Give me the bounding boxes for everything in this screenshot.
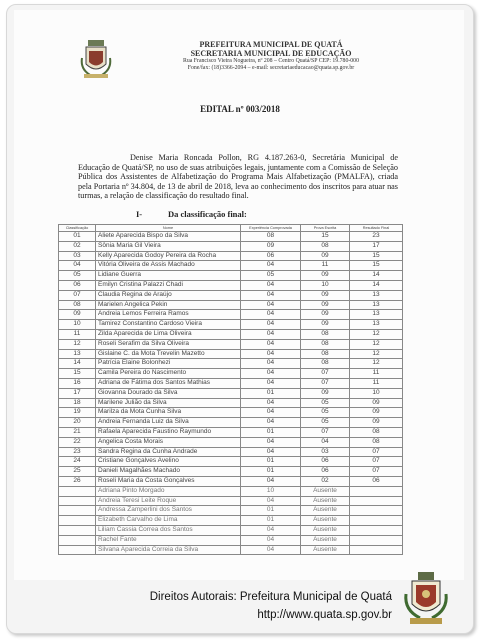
classification-cell: 03 — [59, 251, 96, 261]
final-result-cell: 12 — [350, 329, 403, 339]
table-row — [59, 516, 403, 526]
table-row — [59, 398, 403, 408]
copyright-text: Direitos Autorais: Prefeitura Municipal de Quatá — [149, 591, 392, 603]
written-test-cell: Ausente — [301, 506, 350, 516]
table-row — [59, 359, 403, 369]
final-result-cell: 12 — [350, 349, 403, 359]
written-test-cell: 06 — [301, 457, 350, 467]
experience-cell: 04 — [241, 320, 301, 330]
classification-cell — [59, 486, 96, 496]
section-label: Da classificação final: — [168, 209, 247, 219]
classification-cell: 06 — [59, 280, 96, 290]
name-cell: Sandra Regina da Cunha Andrade — [96, 447, 241, 457]
written-test-cell: 08 — [301, 241, 350, 251]
classification-cell: 13 — [59, 349, 96, 359]
classification-cell: 11 — [59, 329, 96, 339]
written-test-cell: Ausente — [301, 516, 350, 526]
experience-cell: 04 — [241, 280, 301, 290]
final-result-cell: 09 — [350, 418, 403, 428]
column-header: Prova Escrita — [301, 225, 350, 232]
name-cell: Lidiane Guerra — [96, 271, 241, 281]
name-cell: Liliam Cassia Correa dos Santos — [96, 525, 241, 535]
footer-credit-block — [132, 588, 392, 624]
experience-cell: 01 — [241, 506, 301, 516]
experience-cell: 01 — [241, 427, 301, 437]
table-row — [59, 261, 403, 271]
municipal-crest-icon — [80, 40, 112, 80]
written-test-cell: 05 — [301, 398, 350, 408]
written-test-cell: 09 — [301, 290, 350, 300]
written-test-cell: Ausente — [301, 545, 350, 555]
table-row — [59, 251, 403, 261]
experience-cell: 04 — [241, 496, 301, 506]
website-url: http://www.quata.sp.gov.br — [257, 609, 392, 621]
intro-paragraph: Denise Maria Roncada Pollon, RG 4.187.263-0, Secretária Municipal de Educação de Quatá/SP, no uso de suas atribuições legais, juntamente com a Comissão de Seleção Pública dos Assistentes de Alfabetização do Programa Mais Alfabetização (PMALFA), criada pela Portaria nº 34.804, de 13 de abril de 2018, leva ao conhecimento dos inscritos para atuar nas turmas, a relação de classificação do resultado final. — [78, 153, 398, 201]
name-cell: Tamirez Constantino Cardoso Vieira — [96, 320, 241, 330]
name-cell: Aliete Aparecida Bispo da Silva — [96, 232, 241, 242]
experience-cell: 08 — [241, 232, 301, 242]
experience-cell: 09 — [241, 241, 301, 251]
written-test-cell: 09 — [301, 300, 350, 310]
final-result-cell: 08 — [350, 427, 403, 437]
final-result-cell — [350, 525, 403, 535]
name-cell: Elizabeth Carvalho de Lima — [96, 516, 241, 526]
table-row — [59, 310, 403, 320]
experience-cell: 04 — [241, 525, 301, 535]
table-row — [59, 241, 403, 251]
classification-cell — [59, 496, 96, 506]
classification-cell: 04 — [59, 261, 96, 271]
written-test-cell: 06 — [301, 467, 350, 477]
final-result-cell: 09 — [350, 398, 403, 408]
experience-cell: 01 — [241, 457, 301, 467]
classification-cell: 07 — [59, 290, 96, 300]
experience-cell: 04 — [241, 329, 301, 339]
column-header: Nome — [96, 225, 241, 232]
table-row — [59, 486, 403, 496]
name-cell: Roseli Maria da Costa Gonçalves — [96, 476, 241, 486]
table-row — [59, 329, 403, 339]
final-result-cell: 09 — [350, 408, 403, 418]
experience-cell: 10 — [241, 486, 301, 496]
final-result-cell: 14 — [350, 271, 403, 281]
name-cell: Andreia Fernanda Luiz da Silva — [96, 418, 241, 428]
name-cell: Marilza da Mota Cunha Silva — [96, 408, 241, 418]
classification-cell: 09 — [59, 310, 96, 320]
name-cell: Vitória Oliveira de Assis Machado — [96, 261, 241, 271]
classification-cell: 22 — [59, 437, 96, 447]
table-row — [59, 280, 403, 290]
written-test-cell: 11 — [301, 261, 350, 271]
written-test-cell: Ausente — [301, 496, 350, 506]
written-test-cell: 09 — [301, 251, 350, 261]
final-result-cell — [350, 535, 403, 545]
final-result-cell: 13 — [350, 290, 403, 300]
table-row — [59, 525, 403, 535]
name-cell: Danieli Magalhães Machado — [96, 467, 241, 477]
experience-cell: 04 — [241, 476, 301, 486]
name-cell: Marielen Angelica Pekin — [96, 300, 241, 310]
table-row — [59, 300, 403, 310]
name-cell: Zilda Aparecida de Lima Oliveira — [96, 329, 241, 339]
classification-cell: 01 — [59, 232, 96, 242]
written-test-cell: 10 — [301, 280, 350, 290]
final-result-cell: 14 — [350, 280, 403, 290]
name-cell: Emilyn Cristina Palazzi Chadi — [96, 280, 241, 290]
table-row — [59, 418, 403, 428]
classification-cell: 15 — [59, 369, 96, 379]
name-cell: Claudia Regina de Araújo — [96, 290, 241, 300]
table-row — [59, 447, 403, 457]
table-row — [59, 535, 403, 545]
written-test-cell: 09 — [301, 388, 350, 398]
written-test-cell: Ausente — [301, 535, 350, 545]
classification-cell: 25 — [59, 467, 96, 477]
final-result-cell: 07 — [350, 457, 403, 467]
experience-cell: 04 — [241, 378, 301, 388]
table-row — [59, 378, 403, 388]
classification-cell: 24 — [59, 457, 96, 467]
classification-cell: 26 — [59, 476, 96, 486]
written-test-cell: 05 — [301, 408, 350, 418]
written-test-cell: 08 — [301, 359, 350, 369]
name-cell: Rachel Fante — [96, 535, 241, 545]
final-result-cell: 15 — [350, 261, 403, 271]
final-result-cell: 12 — [350, 339, 403, 349]
table-row — [59, 232, 403, 242]
final-result-cell — [350, 506, 403, 516]
final-result-cell: 07 — [350, 447, 403, 457]
experience-cell: 04 — [241, 290, 301, 300]
name-cell: Patrícia Elaine Bolonhezi — [96, 359, 241, 369]
final-result-cell — [350, 516, 403, 526]
classification-table — [58, 224, 403, 555]
final-result-cell: 11 — [350, 369, 403, 379]
name-cell: Angelica Costa Morais — [96, 437, 241, 447]
experience-cell: 04 — [241, 339, 301, 349]
name-cell: Roseli Serafim da Silva Oliveira — [96, 339, 241, 349]
table-row — [59, 476, 403, 486]
classification-cell — [59, 516, 96, 526]
classification-cell — [59, 506, 96, 516]
classification-cell: 05 — [59, 271, 96, 281]
written-test-cell: 08 — [301, 349, 350, 359]
experience-cell: 01 — [241, 388, 301, 398]
final-result-cell: 23 — [350, 232, 403, 242]
experience-cell: 06 — [241, 251, 301, 261]
column-header: Classificação — [59, 225, 96, 232]
final-result-cell: 13 — [350, 300, 403, 310]
classification-cell: 02 — [59, 241, 96, 251]
table-row — [59, 506, 403, 516]
written-test-cell: 07 — [301, 378, 350, 388]
name-cell: Cristiane Gonçalves Avelino — [96, 457, 241, 467]
letterhead-contact: Fone/fax: (18)3366-2094 – e-mail: secretariaeducacao@quata.sp.gov.br — [187, 65, 355, 71]
experience-cell: 04 — [241, 408, 301, 418]
letterhead-line1: PREFEITURA MUNICIPAL DE QUATÁ — [199, 40, 343, 49]
classification-cell: 18 — [59, 398, 96, 408]
final-result-cell: 11 — [350, 378, 403, 388]
written-test-cell: 09 — [301, 310, 350, 320]
final-result-cell — [350, 545, 403, 555]
name-cell: Andreia Teresi Leite Roque — [96, 496, 241, 506]
experience-cell: 04 — [241, 398, 301, 408]
name-cell: Adriana Pinto Morgado — [96, 486, 241, 496]
written-test-cell: 08 — [301, 329, 350, 339]
experience-cell: 04 — [241, 349, 301, 359]
document-title: EDITAL nº 003/2018 — [200, 104, 280, 114]
letterhead-line2: SECRETARIA MUNICIPAL DE EDUCAÇÃO — [190, 49, 352, 58]
table-row — [59, 496, 403, 506]
classification-cell — [59, 545, 96, 555]
experience-cell: 04 — [241, 437, 301, 447]
section-number: I- — [136, 209, 143, 219]
table-row — [59, 467, 403, 477]
classification-cell: 10 — [59, 320, 96, 330]
letterhead-address: Rua Francisco Vieira Nogueira, nº 208 – Centro Quatá/SP CEP: 19.780-000 — [183, 58, 359, 64]
name-cell: Marilene Julião da Silva — [96, 398, 241, 408]
experience-cell: 04 — [241, 418, 301, 428]
classification-cell: 17 — [59, 388, 96, 398]
final-result-cell: 13 — [350, 320, 403, 330]
final-result-cell: 06 — [350, 476, 403, 486]
experience-cell: 05 — [241, 271, 301, 281]
name-cell: Adriana de Fátima dos Santos Mathias — [96, 378, 241, 388]
experience-cell: 04 — [241, 447, 301, 457]
table-row — [59, 369, 403, 379]
classification-cell: 23 — [59, 447, 96, 457]
written-test-cell: 15 — [301, 232, 350, 242]
name-cell: Gislaine C. da Mota Trevelin Mazetto — [96, 349, 241, 359]
classification-cell: 20 — [59, 418, 96, 428]
name-cell: Giovanna Dourado da Silva — [96, 388, 241, 398]
written-test-cell: 07 — [301, 369, 350, 379]
table-header-row — [59, 225, 403, 232]
experience-cell: 01 — [241, 467, 301, 477]
table-row — [59, 349, 403, 359]
classification-cell: 12 — [59, 339, 96, 349]
final-result-cell: 12 — [350, 359, 403, 369]
written-test-cell: Ausente — [301, 486, 350, 496]
name-cell: Rafaela Aparecida Faustino Raymundo — [96, 427, 241, 437]
table-row — [59, 320, 403, 330]
final-result-cell — [350, 486, 403, 496]
classification-cell: 19 — [59, 408, 96, 418]
experience-cell: 04 — [241, 310, 301, 320]
column-header: Experiência Comprovada — [241, 225, 301, 232]
final-result-cell: 08 — [350, 437, 403, 447]
written-test-cell: 02 — [301, 476, 350, 486]
final-result-cell: 10 — [350, 388, 403, 398]
written-test-cell: 04 — [301, 437, 350, 447]
table-row — [59, 408, 403, 418]
table-row — [59, 545, 403, 555]
experience-cell: 04 — [241, 545, 301, 555]
written-test-cell: 05 — [301, 418, 350, 428]
name-cell: Kelly Aparecida Godoy Pereira da Rocha — [96, 251, 241, 261]
table-row — [59, 427, 403, 437]
municipal-seal-icon — [402, 572, 450, 626]
classification-cell — [59, 535, 96, 545]
classification-cell: 08 — [59, 300, 96, 310]
written-test-cell: 08 — [301, 339, 350, 349]
classification-cell: 21 — [59, 427, 96, 437]
table-row — [59, 437, 403, 447]
table-row — [59, 339, 403, 349]
table-row — [59, 290, 403, 300]
section-heading — [136, 209, 247, 219]
written-test-cell: 03 — [301, 447, 350, 457]
experience-cell: 04 — [241, 261, 301, 271]
experience-cell: 04 — [241, 359, 301, 369]
final-result-cell: 13 — [350, 310, 403, 320]
written-test-cell: 09 — [301, 320, 350, 330]
name-cell: Camila Pereira do Nascimento — [96, 369, 241, 379]
table-row — [59, 457, 403, 467]
name-cell: Andressa Zamperlini dos Santos — [96, 506, 241, 516]
name-cell: Andreia Lemos Ferreira Ramos — [96, 310, 241, 320]
experience-cell: 04 — [241, 300, 301, 310]
column-header: Resultado Final — [350, 225, 403, 232]
classification-cell: 14 — [59, 359, 96, 369]
classification-cell: 16 — [59, 378, 96, 388]
written-test-cell: Ausente — [301, 525, 350, 535]
table-row — [59, 388, 403, 398]
final-result-cell — [350, 496, 403, 506]
final-result-cell: 15 — [350, 251, 403, 261]
final-result-cell: 07 — [350, 467, 403, 477]
experience-cell: 04 — [241, 369, 301, 379]
written-test-cell: 09 — [301, 271, 350, 281]
table-row — [59, 271, 403, 281]
name-cell: Silvana Aparecida Correia da Silva — [96, 545, 241, 555]
classification-cell — [59, 525, 96, 535]
written-test-cell: 07 — [301, 427, 350, 437]
experience-cell: 04 — [241, 535, 301, 545]
name-cell: Sônia Maria Gil Vieira — [96, 241, 241, 251]
experience-cell: 01 — [241, 516, 301, 526]
final-result-cell: 17 — [350, 241, 403, 251]
